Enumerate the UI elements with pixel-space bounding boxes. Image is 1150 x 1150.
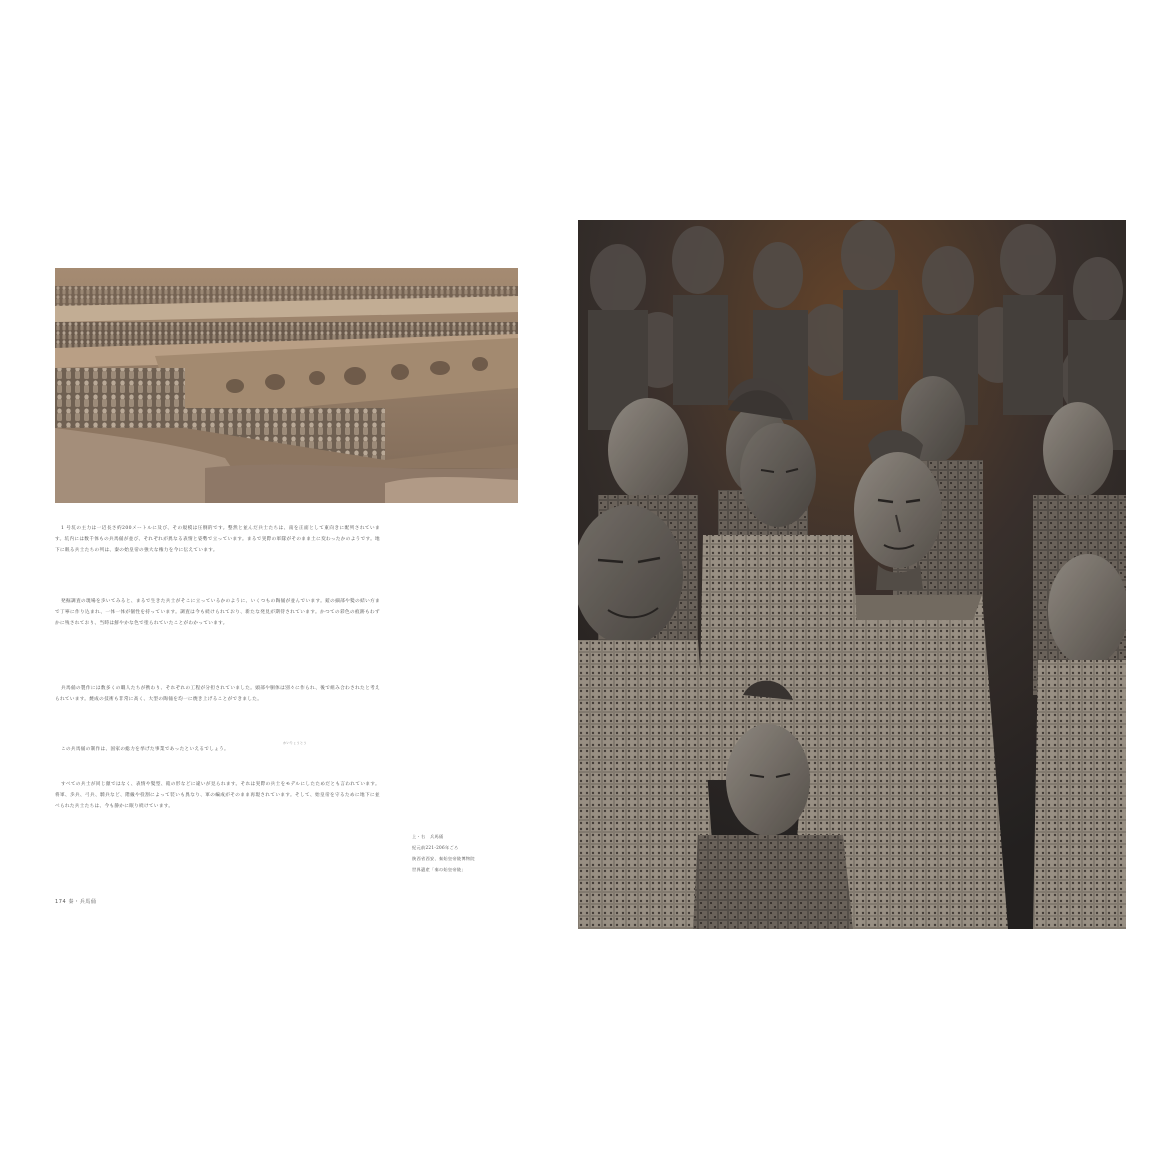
body-paragraph-3: 兵馬俑の製作には数多くの職人たちが携わり、それぞれの工程が分担されていました。頭部や胴体は別々に作られ、後で組み合わされたと考えられています。焼成の技術も非常に高く、大型の陶俑を均一に焼き上げることができました。 (55, 686, 380, 702)
caption-line: 世界遺産「秦の始皇帝陵」 (412, 867, 466, 872)
terracotta-warriors-photo (578, 220, 1126, 929)
caption-line: 陝西省西安、秦始皇帝陵博物院 (412, 856, 475, 861)
caption-line: 紀元前221-206年ごろ (412, 845, 459, 850)
ruby-annotation: かいりょうとう (283, 741, 307, 745)
page-folio: 174 秦・兵馬俑 (55, 899, 97, 905)
excavation-pit-photo (55, 268, 518, 503)
photo-caption (412, 831, 522, 875)
body-paragraph-2: 発掘調査の現場を歩いてみると、まるで生きた兵士がそこに立っているかのように、いくつもの陶俑が並んでいます。鎧の細部や髪の結い方まで丁寧に作り込まれ、一体一体が個性を持っています。調査は今も続けられており、新たな発見が期待されています。かつての彩色の痕跡もわずかに残されており、当時は鮮やかな色で塗られていたことがわかっています。 (55, 599, 380, 626)
body-paragraph-5: すべての兵士が同じ顔ではなく、表情や髪型、鎧の形などに違いが見られます。それは実際の兵士をモデルにしたためだとも言われています。将軍、歩兵、弓兵、騎兵など、階級や役割によって装いも異なり、軍の編成がそのまま再現されています。そして、始皇帝を守るために地下に並べられた兵士たちは、今も静かに眠り続けています。 (55, 782, 380, 809)
body-paragraph-4: この兵馬俑の制作は、国家の総力を挙げた事業であったといえるでしょう。 (61, 747, 229, 752)
body-paragraph-1: 1 号坑の主力は一辺長さ約200メートルに及び、その規模は圧倒的です。整然と並んだ兵士たちは、南を正面として東向きに配列されています。坑内には数千体もの兵馬俑が並び、それぞれが異なる表情と姿勢で立っています。まるで実際の軍隊がそのまま土に変わったかのようです。地下に眠る兵士たちの列は、秦の始皇帝の強大な権力を今に伝えています。 (55, 526, 380, 553)
caption-line: 上・右 兵馬俑 (412, 834, 444, 839)
